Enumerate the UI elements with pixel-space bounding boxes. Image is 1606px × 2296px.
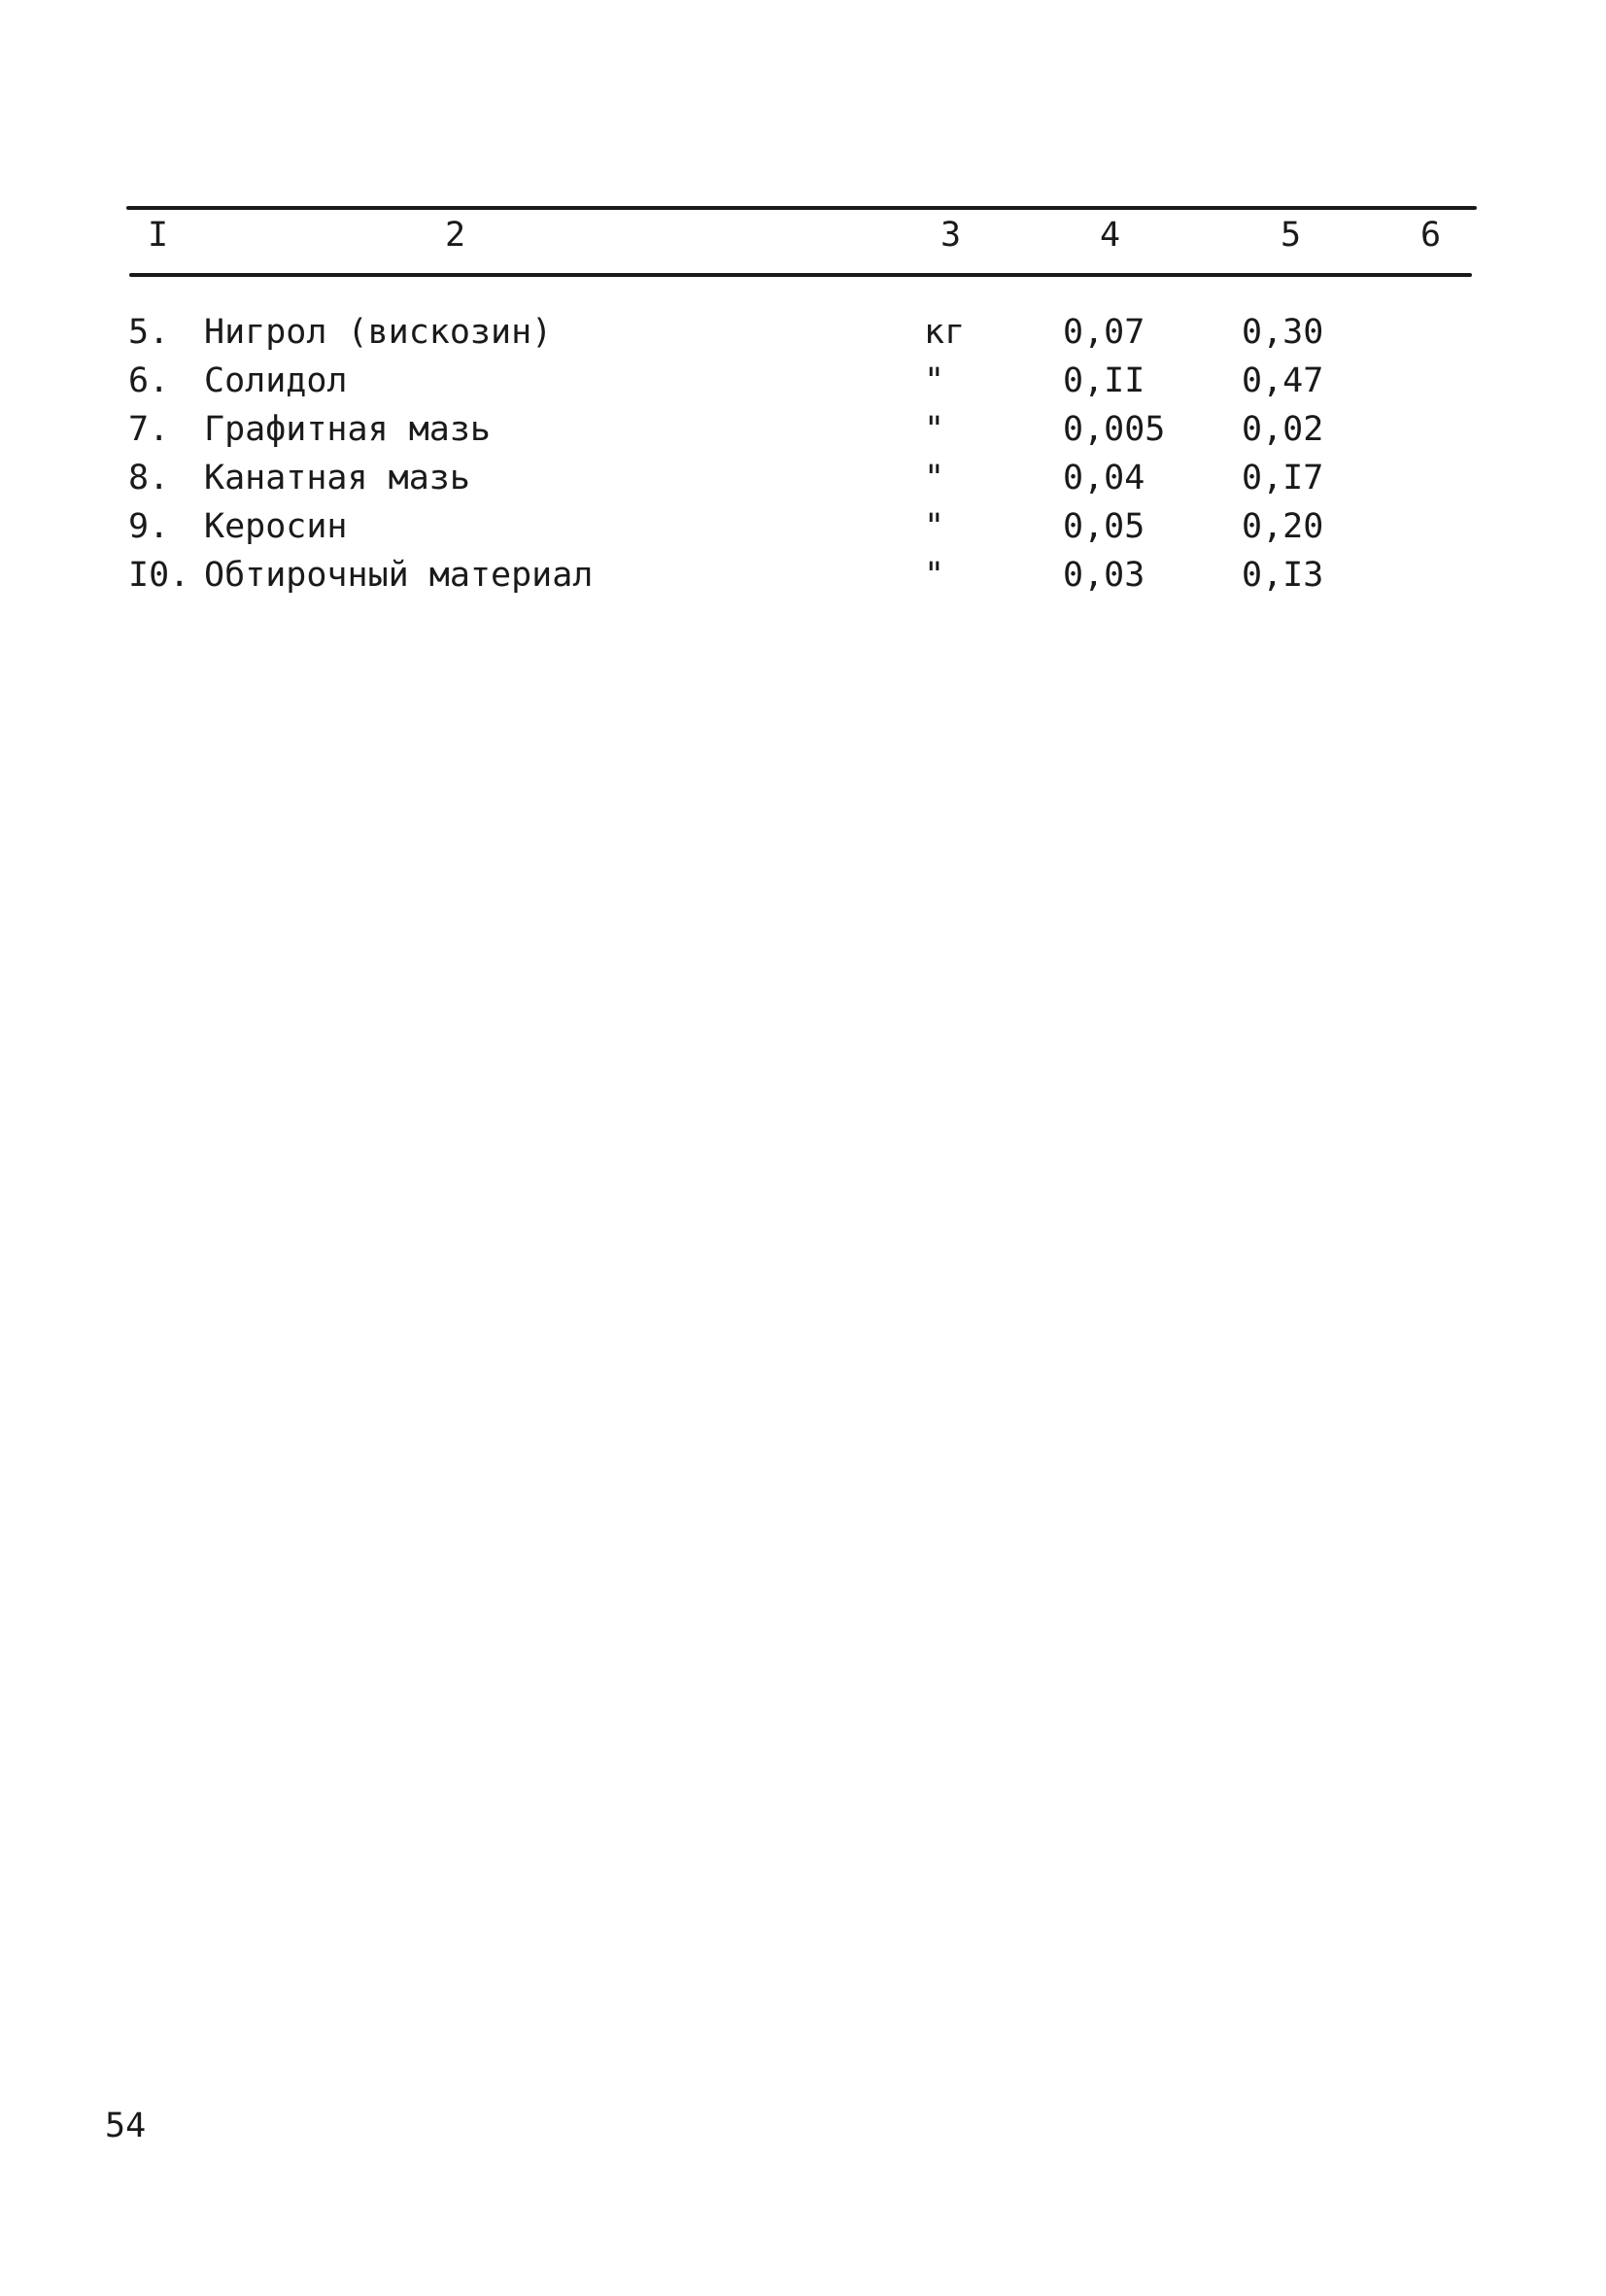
value-col-5: 0,I7	[1242, 459, 1324, 497]
material-name: Нигрол (вискозин)	[204, 313, 553, 352]
table-row	[0, 556, 1606, 604]
table-row	[0, 410, 1606, 459]
header-col-1: I	[148, 216, 169, 255]
header-col-2: 2	[445, 216, 466, 255]
table-row	[0, 507, 1606, 556]
header-col-4: 4	[1100, 216, 1121, 255]
unit: "	[924, 361, 945, 400]
value-col-4: 0,07	[1063, 313, 1145, 352]
value-col-5: 0,02	[1242, 410, 1324, 449]
material-name: Графитная мазь	[204, 410, 492, 449]
row-number: 8.	[128, 459, 170, 497]
unit: "	[924, 410, 945, 449]
table-top-rule	[126, 206, 1477, 210]
unit: "	[924, 507, 945, 546]
header-col-3: 3	[940, 216, 962, 255]
value-col-4: 0,05	[1063, 507, 1145, 546]
table-header-rule	[129, 273, 1472, 277]
row-number: I0.	[128, 556, 190, 595]
material-name: Обтирочный материал	[204, 556, 594, 595]
material-name: Солидол	[204, 361, 348, 400]
table-row	[0, 459, 1606, 507]
material-name: Канатная мазь	[204, 459, 470, 497]
value-col-4: 0,005	[1063, 410, 1166, 449]
value-col-4: 0,II	[1063, 361, 1145, 400]
unit: кг	[924, 313, 966, 352]
material-name: Керосин	[204, 507, 348, 546]
row-number: 9.	[128, 507, 170, 546]
header-col-6: 6	[1420, 216, 1442, 255]
value-col-5: 0,I3	[1242, 556, 1324, 595]
value-col-5: 0,20	[1242, 507, 1324, 546]
unit: "	[924, 459, 945, 497]
value-col-5: 0,30	[1242, 313, 1324, 352]
row-number: 7.	[128, 410, 170, 449]
table-row	[0, 313, 1606, 361]
unit: "	[924, 556, 945, 595]
value-col-4: 0,04	[1063, 459, 1145, 497]
header-col-5: 5	[1281, 216, 1302, 255]
value-col-5: 0,47	[1242, 361, 1324, 400]
row-number: 5.	[128, 313, 170, 352]
row-number: 6.	[128, 361, 170, 400]
page-number: 54	[105, 2107, 147, 2145]
table-row	[0, 361, 1606, 410]
value-col-4: 0,03	[1063, 556, 1145, 595]
